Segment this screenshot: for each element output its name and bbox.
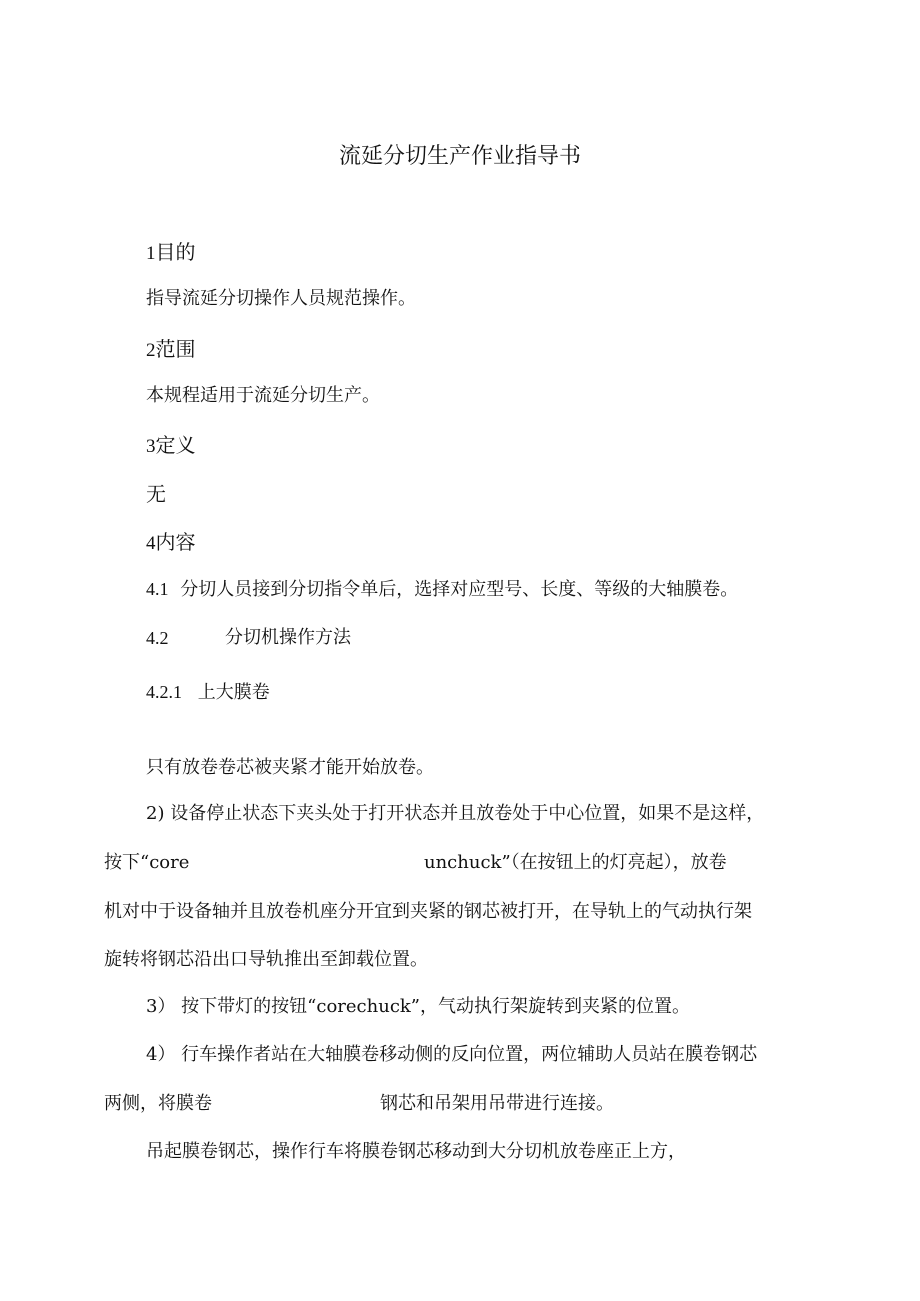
item-4-2-text: 分切机操作方法 <box>225 627 351 648</box>
section-4-number: 4 <box>146 533 156 554</box>
section-2-heading <box>146 339 196 360</box>
section-2-title: 范围 <box>155 337 196 361</box>
section-2-number: 2 <box>146 340 156 361</box>
paragraph-2-line-4: 旋转将钢芯沿出口导轨推出至卸载位置。 <box>104 949 428 970</box>
section-1-heading <box>146 242 196 263</box>
section-1-body: 指导流延分切操作人员规范操作。 <box>146 288 416 309</box>
item-4-2-number: 4.2 <box>146 628 169 648</box>
section-3-title: 定义 <box>155 433 196 457</box>
paragraph-2-line-3: 机对中于设备轴并且放卷机座分开宜到夹紧的钢芯被打开，在导轨上的气动执行架 <box>104 901 752 922</box>
paragraph-4-line-2a: 两侧，将膜卷 <box>104 1093 212 1114</box>
paragraph-2-line-2a: 按下“core <box>104 852 190 873</box>
section-3-body: 无 <box>146 482 166 506</box>
item-4-1-number: 4.1 <box>146 579 169 599</box>
paragraph-2-line-1: 2) 设备停止状态下夹头处于打开状态并且放卷处于中心位置，如果不是这样， <box>146 803 765 824</box>
paragraph-4-line-1: 4） 行车操作者站在大轴膜卷移动侧的反向位置，两位辅助人员站在膜卷钢芯 <box>146 1044 758 1065</box>
document-title: 流延分切生产作业指导书 <box>338 144 581 169</box>
item-4-1-text: 分切人员接到分切指令单后，选择对应型号、长度、等级的大轴膜卷。 <box>180 579 739 600</box>
section-4-title: 内容 <box>155 530 196 554</box>
section-1-number: 1 <box>146 243 156 264</box>
item-4-2-1-number: 4.2.1 <box>146 682 182 702</box>
section-4-heading <box>146 532 196 553</box>
item-4-2 <box>146 629 169 648</box>
paragraph-4-line-2b: 钢芯和吊架用吊带进行连接。 <box>380 1093 614 1114</box>
paragraph-2-line-2b: unchuck”（在按钮上的灯亮起），放卷 <box>424 852 727 873</box>
item-4-2-1 <box>146 683 270 702</box>
item-4-1 <box>146 580 738 599</box>
section-2-body: 本规程适用于流延分切生产。 <box>146 385 380 406</box>
paragraph-3: 3） 按下带灯的按钮“corechuck”，气动执行架旋转到夹紧的位置。 <box>146 996 691 1017</box>
section-3-heading <box>146 435 196 456</box>
section-3-number: 3 <box>146 436 156 457</box>
paragraph-5: 吊起膜卷钢芯，操作行车将膜卷钢芯移动到大分切机放卷座正上方， <box>146 1141 686 1162</box>
paragraph-1: 只有放卷卷芯被夹紧才能开始放卷。 <box>146 757 434 778</box>
section-1-title: 目的 <box>155 240 196 264</box>
item-4-2-1-text: 上大膜卷 <box>197 682 270 703</box>
